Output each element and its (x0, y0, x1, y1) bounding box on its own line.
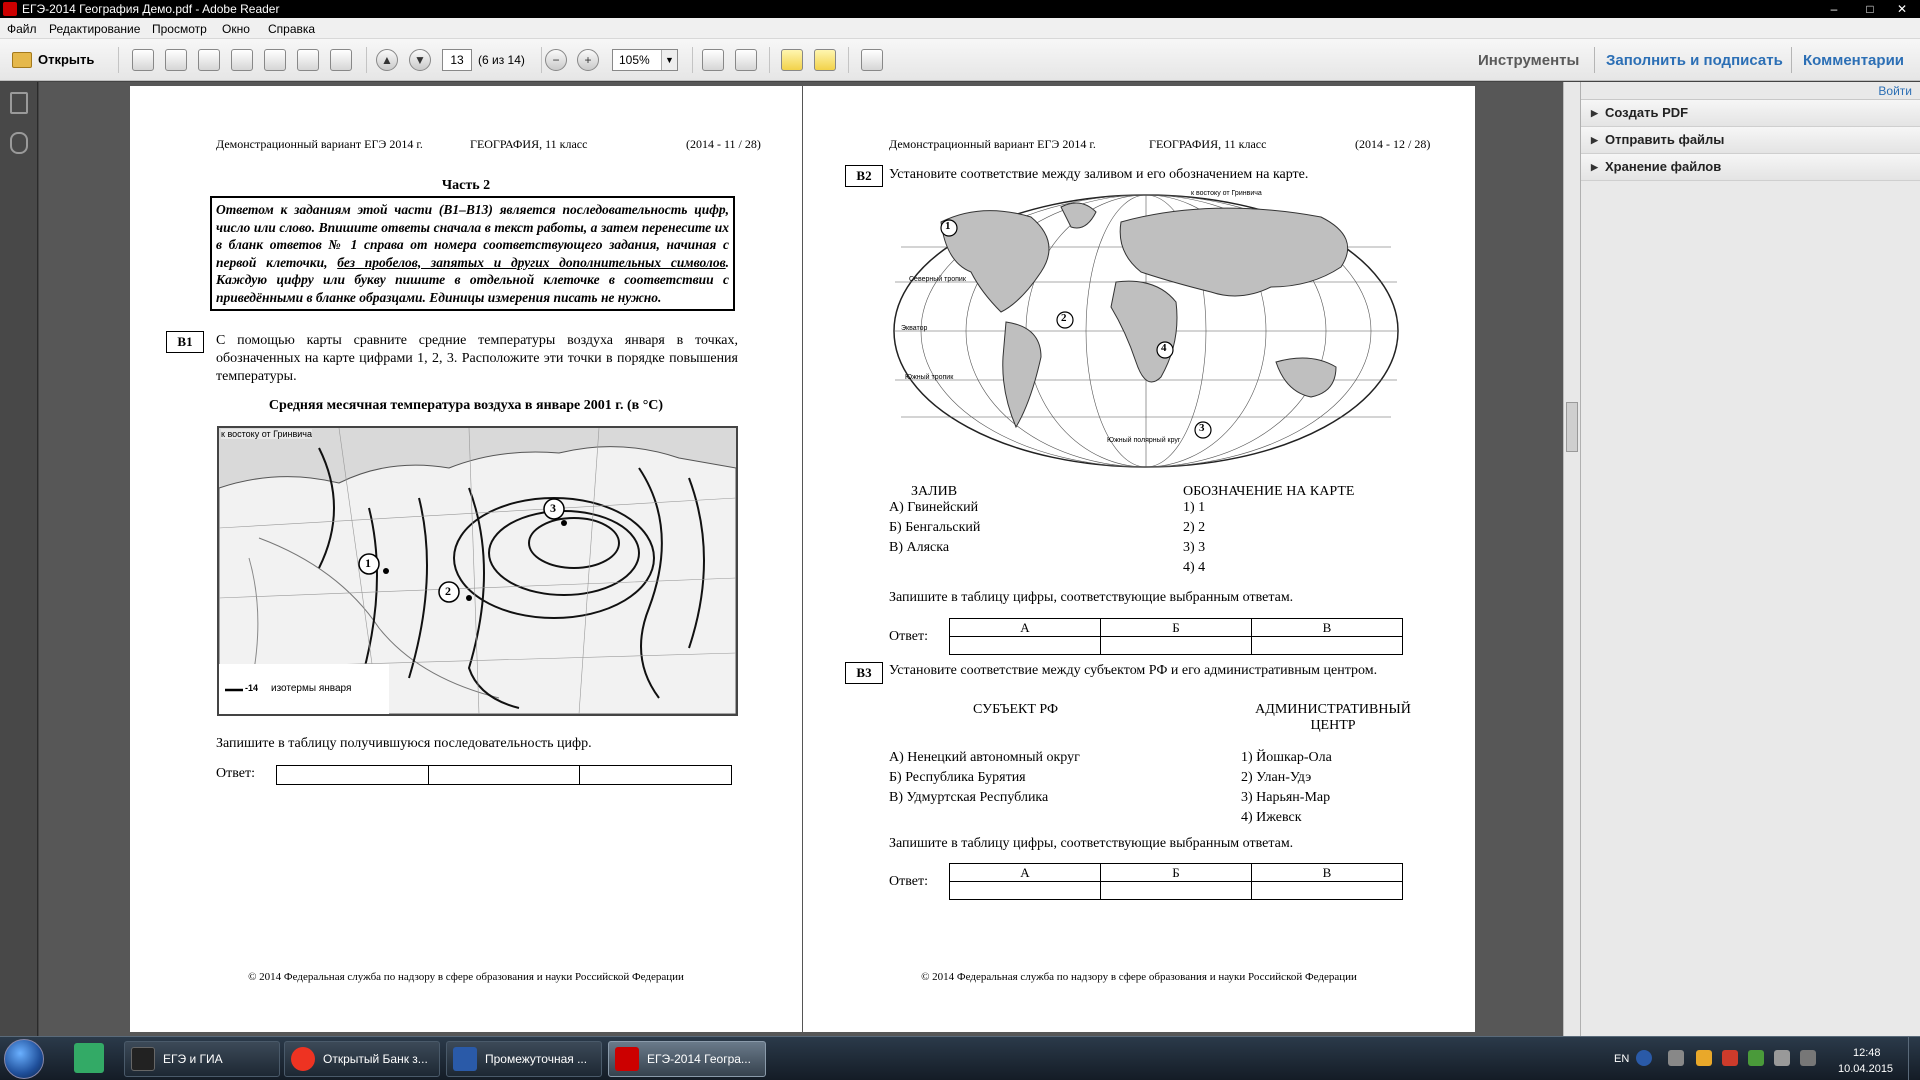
write-instruction: Запишите в таблицу получившуюся последовательность цифр. (216, 736, 592, 751)
pdf-icon (615, 1047, 639, 1071)
page-header-subject: ГЕОГРАФИЯ, 11 класс (470, 137, 588, 151)
page-header-subject: ГЕОГРАФИЯ, 11 класс (1149, 137, 1267, 151)
panel-item-store-files[interactable] (1581, 154, 1920, 181)
zoom-in-icon[interactable]: + (577, 49, 599, 71)
toolbar-divider (1791, 47, 1792, 73)
b2-col-v: В (1252, 619, 1403, 637)
pdf-page-left (130, 86, 802, 1032)
expand-arrow-icon: ▶ (1591, 108, 1598, 118)
toolbar-separator (692, 47, 693, 73)
question-label-b3: В3 (845, 662, 883, 684)
scrollbar-thumb[interactable] (1566, 402, 1578, 452)
answer-cell[interactable] (950, 637, 1101, 655)
b2-item-b: Б) Бенгальский (889, 520, 981, 535)
b3-write-instruction: Запишите в таблицу цифры, соответствующие выбранным ответам. (889, 836, 1294, 851)
expand-arrow-icon: ▶ (1591, 162, 1598, 172)
toolbar (0, 39, 1920, 81)
map-mark-1: 1 (945, 220, 951, 232)
fit-page-icon[interactable] (702, 49, 724, 71)
b3-option-1: 1) Йошкар-Ола (1241, 750, 1332, 765)
menu-help[interactable]: Справка (268, 22, 316, 36)
navigation-pane (0, 82, 38, 1036)
menu-file[interactable]: Файл (7, 22, 37, 36)
edit-pdf-icon[interactable] (198, 49, 220, 71)
world-map-svg (891, 192, 1401, 470)
close-icon[interactable]: ✕ (1896, 2, 1908, 16)
map-point-2: 2 (445, 584, 451, 598)
b3-col-b: Б (1101, 864, 1252, 882)
question-label-b2: В2 (845, 165, 883, 187)
open-button[interactable] (8, 48, 94, 72)
question-label-b1: В1 (166, 331, 204, 353)
panel-item-create-pdf[interactable] (1581, 100, 1920, 127)
language-indicator[interactable]: EN (1614, 1053, 1630, 1065)
question-text-b2: Установите соответствие между заливом и его обозначением на карте. (889, 167, 1309, 182)
map-label-top-note: к востоку от Гринвича (1191, 190, 1262, 197)
map-legend-value: -14 (245, 683, 259, 693)
map-point-1: 1 (365, 556, 371, 570)
clock-time[interactable]: 12:48 (1853, 1047, 1881, 1059)
zoom-value: 105% (619, 53, 650, 67)
comments-tab[interactable]: Комментарии (1803, 52, 1905, 69)
panel-item-send-files[interactable] (1581, 127, 1920, 154)
answer-cell[interactable] (1101, 637, 1252, 655)
tray-app-icon[interactable] (1696, 1050, 1712, 1066)
map-label-north-tropic: Северный тропик (909, 276, 966, 283)
map-label-south-tropic: Южный тропик (905, 374, 954, 381)
answer-cell[interactable] (1252, 882, 1403, 900)
help-icon[interactable] (1636, 1050, 1652, 1066)
isotherm-map (217, 426, 738, 716)
volume-icon[interactable] (1774, 1050, 1790, 1066)
title-bar (0, 0, 1920, 18)
fullscreen-icon[interactable] (861, 49, 883, 71)
taskbar-item-label: ЕГЭ и ГИА (163, 1052, 223, 1066)
open-button-label: Открыть (38, 52, 95, 67)
page-count: (6 из 14) (478, 53, 525, 67)
instruction-text-2: . Каждую цифру или букву пишите в отдельной клеточке в соответствии с приведёнными в бланке образцами. Единицы измерения писать не нужно. (216, 254, 729, 305)
tray-update-icon[interactable] (1722, 1050, 1738, 1066)
taskbar-item-word[interactable] (446, 1041, 602, 1077)
page-footer: © 2014 Федеральная служба по надзору в сфере образования и науки Российской Федерации (248, 971, 684, 983)
tray-chevron-icon[interactable] (1668, 1050, 1684, 1066)
map-label-equator: Экватор (901, 325, 928, 332)
question-text-b3: Установите соответствие между субъектом РФ и его административным центром. (889, 663, 1378, 678)
b2-col-left: ЗАЛИВ (911, 484, 958, 499)
b3-col-v: В (1252, 864, 1403, 882)
show-desktop-button[interactable] (1908, 1037, 1920, 1080)
b2-option-3: 3) 3 (1183, 540, 1206, 555)
pdf-app-icon (3, 2, 17, 16)
taskbar-item-browser[interactable] (284, 1041, 440, 1077)
word-icon (453, 1047, 477, 1071)
b2-option-2: 2) 2 (1183, 520, 1206, 535)
panel-item-label: Создать PDF (1605, 105, 1689, 120)
taskbar-item-ege[interactable] (124, 1041, 280, 1077)
taskbar-item-label: Промежуточная ... (485, 1052, 588, 1066)
page-up-icon[interactable]: ▲ (376, 49, 398, 71)
b2-col-right: ОБОЗНАЧЕНИЕ НА КАРТЕ (1183, 484, 1355, 499)
toolbar-separator (848, 47, 849, 73)
menu-window[interactable]: Окно (222, 22, 250, 36)
b3-answer-table[interactable] (949, 863, 1403, 900)
map-mark-4: 4 (1161, 342, 1167, 354)
panel-item-label: Отправить файлы (1605, 132, 1725, 147)
menu-bar (0, 18, 1920, 39)
toolbar-separator (541, 47, 542, 73)
toolbar-divider (1594, 47, 1595, 73)
export-pdf-icon[interactable] (165, 49, 187, 71)
create-pdf-icon[interactable] (132, 49, 154, 71)
start-button[interactable] (4, 1039, 44, 1079)
menu-edit[interactable]: Редактирование (49, 22, 141, 36)
b2-answer-label: Ответ: (889, 629, 928, 644)
attachments-icon[interactable] (10, 132, 28, 154)
b3-col-right (1233, 702, 1433, 734)
save-icon[interactable] (264, 49, 286, 71)
page-footer: © 2014 Федеральная служба по надзору в сфере образования и науки Российской Федерации (921, 971, 1357, 983)
part-title: Часть 2 (441, 178, 491, 193)
document-viewport[interactable] (39, 82, 1580, 1036)
b2-write-instruction: Запишите в таблицу цифры, соответствующие выбранным ответам. (889, 590, 1294, 605)
answer-cell[interactable] (580, 766, 731, 784)
b3-item-a: А) Ненецкий автономный округ (889, 750, 1080, 765)
b3-col-right-line1: АДМИНИСТРАТИВНЫЙ (1255, 702, 1411, 717)
expand-arrow-icon: ▶ (1591, 135, 1598, 145)
page-header-left: Демонстрационный вариант ЕГЭ 2014 г. (889, 137, 1096, 151)
b3-item-b: Б) Республика Бурятия (889, 770, 1026, 785)
fit-width-icon[interactable] (735, 49, 757, 71)
answer-cell[interactable] (950, 882, 1101, 900)
b2-option-1: 1) 1 (1183, 500, 1206, 515)
b3-item-v: В) Удмуртская Республика (889, 790, 1049, 805)
map-legend-text: изотермы января (271, 683, 352, 694)
answer-label: Ответ: (216, 766, 255, 781)
folder-icon (131, 1047, 155, 1071)
minimize-icon[interactable]: – (1830, 2, 1838, 16)
b3-col-a: А (950, 864, 1101, 882)
b3-answer-label: Ответ: (889, 874, 928, 889)
page-header-number: (2014 - 11 / 28) (686, 137, 761, 151)
instruction-text-underlined: без пробелов, запятых и других дополнительных символов (337, 254, 726, 270)
taskbar-item-adobe-reader[interactable] (608, 1041, 766, 1077)
b3-col-left: СУБЪЕКТ РФ (973, 702, 1059, 717)
map-label-south-polar: Южный полярный круг (1107, 437, 1181, 444)
b3-col-right-line2: ЦЕНТР (1310, 718, 1356, 733)
b2-answer-table[interactable] (949, 618, 1403, 655)
taskbar (0, 1036, 1920, 1080)
cloud-upload-icon[interactable] (231, 49, 253, 71)
b2-option-4: 4) 4 (1183, 560, 1206, 575)
media-app-icon[interactable] (74, 1043, 104, 1073)
taskbar-item-label: ЕГЭ-2014 Геогра... (647, 1052, 751, 1066)
answer-cell[interactable] (1101, 882, 1252, 900)
answer-table-b1[interactable] (276, 765, 732, 785)
map-corner-label: к востоку от Гринвича (221, 429, 312, 439)
answer-cell[interactable] (277, 766, 429, 784)
page-down-icon[interactable]: ▼ (409, 49, 431, 71)
taskbar-item-label: Открытый Банк з... (323, 1052, 428, 1066)
b2-item-a: А) Гвинейский (889, 500, 979, 515)
instruction-box (210, 196, 735, 311)
b2-col-a: А (950, 619, 1101, 637)
menu-view[interactable]: Просмотр (152, 22, 207, 36)
answer-cell[interactable] (429, 766, 581, 784)
sign-in-link[interactable]: Войти (1878, 84, 1912, 98)
page-header-left: Демонстрационный вариант ЕГЭ 2014 г. (216, 137, 423, 151)
b3-option-2: 2) Улан-Удэ (1241, 770, 1312, 785)
page-thumbnails-icon[interactable] (10, 92, 28, 114)
toolbar-separator (366, 47, 367, 73)
highlight-icon[interactable] (814, 49, 836, 71)
page-number-input[interactable]: 13 (442, 49, 472, 71)
b2-item-v: В) Аляска (889, 540, 950, 555)
map-point-3: 3 (550, 501, 556, 515)
map-mark-3: 3 (1199, 422, 1205, 434)
panel-item-label: Хранение файлов (1605, 159, 1722, 174)
tools-tab[interactable]: Инструменты (1478, 52, 1580, 69)
chevron-down-icon[interactable]: ▼ (661, 50, 677, 70)
page-header-number: (2014 - 12 / 28) (1355, 137, 1431, 151)
instruction-text-1: Ответом к заданиям этой части (В1–В13) является последовательность цифр, число или слово. Впишите ответы сначала в текст работы, а затем перенесите их в бланк ответов № 1 справа от номера соответствующего задания, начиная с первой клеточки, (216, 202, 729, 270)
zoom-out-icon[interactable]: − (545, 49, 567, 71)
world-map (891, 192, 1401, 470)
tray-nvidia-icon[interactable] (1748, 1050, 1764, 1066)
toolbar-separator (118, 47, 119, 73)
maximize-icon[interactable]: □ (1866, 2, 1874, 16)
tools-panel (1580, 82, 1920, 1036)
pdf-page-right (803, 86, 1475, 1032)
window-title: ЕГЭ-2014 География Демо.pdf - Adobe Reader (22, 2, 280, 16)
email-icon[interactable] (330, 49, 352, 71)
b2-col-b: Б (1101, 619, 1252, 637)
clock-date[interactable]: 10.04.2015 (1838, 1063, 1894, 1075)
fill-sign-tab[interactable]: Заполнить и подписать (1606, 52, 1783, 69)
b3-option-3: 3) Нарьян-Мар (1241, 790, 1331, 805)
question-text-b1: С помощью карты сравните средние температуры воздуха января в точках, обозначенных на карте цифрами 1, 2, 3. Расположите эти точки в порядке повышения температуры. (216, 333, 738, 384)
b3-option-4: 4) Ижевск (1241, 810, 1302, 825)
vertical-scrollbar[interactable] (1563, 82, 1580, 1036)
isotherm-map-svg (219, 428, 736, 714)
map-mark-2: 2 (1061, 312, 1067, 324)
network-icon[interactable] (1800, 1050, 1816, 1066)
comment-icon[interactable] (781, 49, 803, 71)
map-title: Средняя месячная температура воздуха в январе 2001 г. (в °С) (268, 398, 664, 413)
yandex-browser-icon (291, 1047, 315, 1071)
print-icon[interactable] (297, 49, 319, 71)
folder-icon (12, 52, 32, 68)
toolbar-separator (769, 47, 770, 73)
answer-cell[interactable] (1252, 637, 1403, 655)
zoom-select[interactable] (612, 49, 678, 71)
